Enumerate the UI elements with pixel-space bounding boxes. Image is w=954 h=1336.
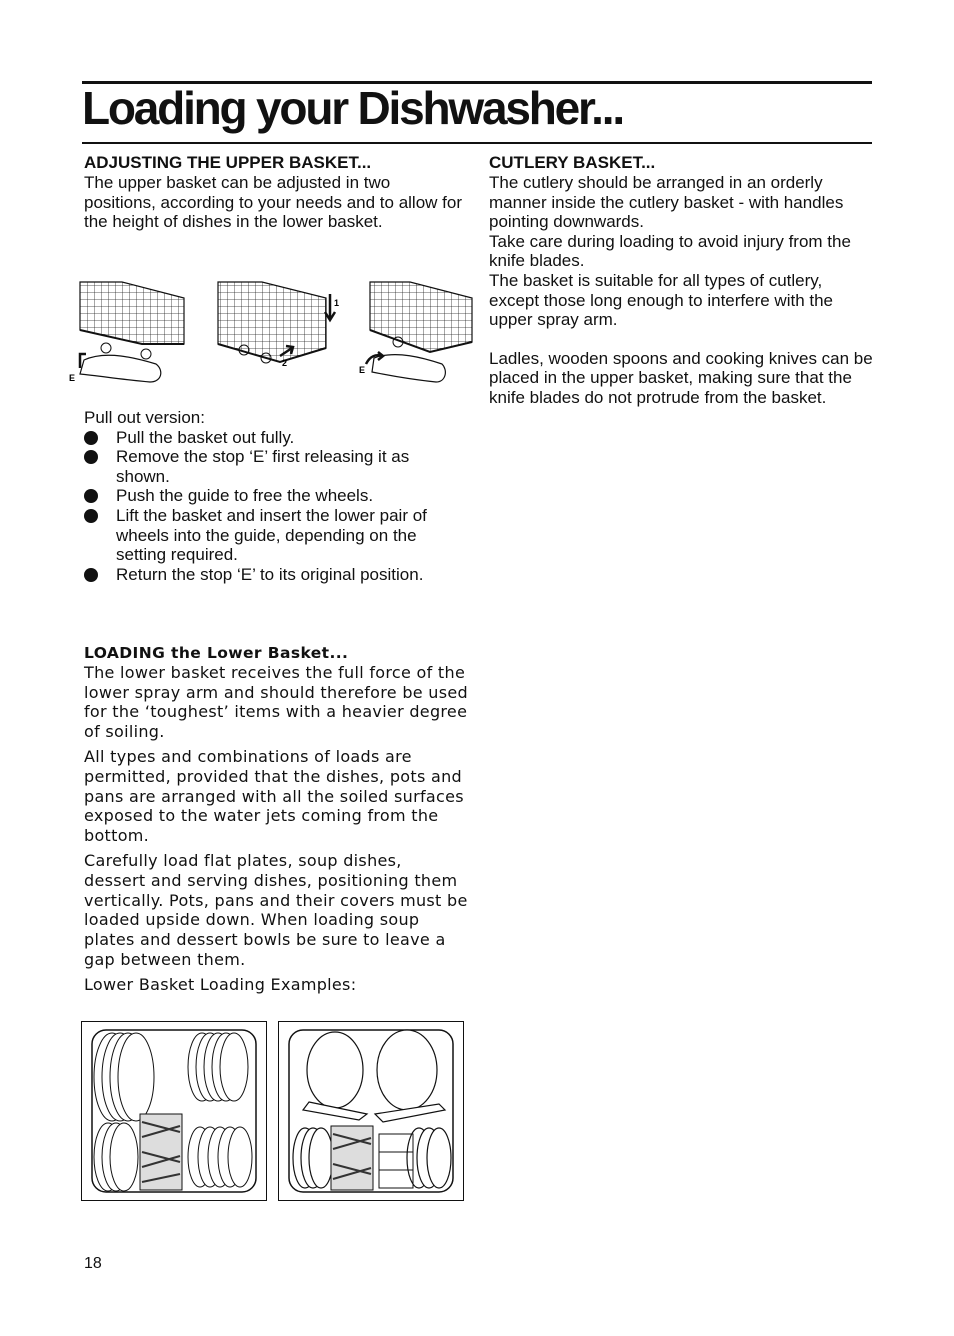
lower-basket-paragraph: The lower basket receives the full force of the lower spray arm and should therefore be used for the ‘toughest’ items with a heavier degree of soiling. [84,663,468,742]
pull-out-instructions [84,408,464,584]
bullet-icon [84,568,98,582]
bullet-icon [84,509,98,523]
loading-examples-label: Lower Basket Loading Examples: [84,975,357,995]
list-item: Pull the basket out fully. [84,428,464,448]
bullet-icon [84,431,98,445]
title-bottom-rule [82,142,872,144]
list-item: Return the stop ‘E’ to its original position. [84,565,464,585]
lower-basket-paragraph: Carefully load flat plates, soup dishes, dessert and serving dishes, positioning them vertically. Pots, pans and their covers must be loaded upside down. When loading soup plates and dessert bowls be sure to leave a gap between them. [84,851,468,969]
bullet-icon [84,450,98,464]
lower-basket-paragraph: All types and combinations of loads are permitted, provided that the dishes, pots and pans are arranged with all the soiled surfaces exposed to the water jets coming from the bottom. [84,747,464,846]
stop-e-label-2: E [359,365,366,375]
bullet-icon [84,489,98,503]
figure-push-guide [218,282,339,368]
stop-e-label-1: E [69,373,76,383]
upper-basket-heading: ADJUSTING THE UPPER BASKET... [84,153,372,172]
cutlery-paragraph: Ladles, wooden spoons and cooking knives can be placed in the upper basket, making sure that the knife blades do not protrude from the basket. [489,348,873,407]
upper-basket-adjust-figures [66,278,474,394]
cutlery-basket-section [489,152,874,408]
lower-basket-section [84,644,468,1000]
loading-example-pots [278,1021,464,1201]
paragraph-spacer [489,330,874,349]
page-number: 18 [84,1255,102,1272]
pull-out-version-label: Pull out version: [84,408,205,427]
upper-basket-section [84,152,464,232]
list-item: Remove the stop ‘E’ first releasing it as shown. [84,447,464,486]
page-title: Loading your Dishwasher... [82,82,623,134]
upper-basket-intro: The upper basket can be adjusted in two positions, according to your needs and to allow for the height of dishes in the lower basket. [84,173,463,232]
step-1-label: 1 [334,298,340,308]
cutlery-paragraph: The cutlery should be arranged in an orderly manner inside the cutlery basket - with handles pointing downwards. [489,173,844,232]
step-2-label: 2 [282,358,288,368]
figure-return-stop [359,282,472,382]
loading-example-plates [81,1021,267,1201]
cutlery-paragraph: Take care during loading to avoid injury from the knife blades. [489,231,851,271]
list-item: Push the guide to free the wheels. [84,486,464,506]
figure-pull-out-basket [69,282,184,383]
cutlery-basket-heading: CUTLERY BASKET... [489,153,656,172]
lower-basket-heading: LOADING the Lower Basket... [84,644,349,662]
pull-out-steps-list [84,428,464,585]
list-item: Lift the basket and insert the lower pair of wheels into the guide, depending on the setting required. [84,506,464,565]
cutlery-paragraph: The basket is suitable for all types of cutlery, except those long enough to interfere with the upper spray arm. [489,270,834,330]
